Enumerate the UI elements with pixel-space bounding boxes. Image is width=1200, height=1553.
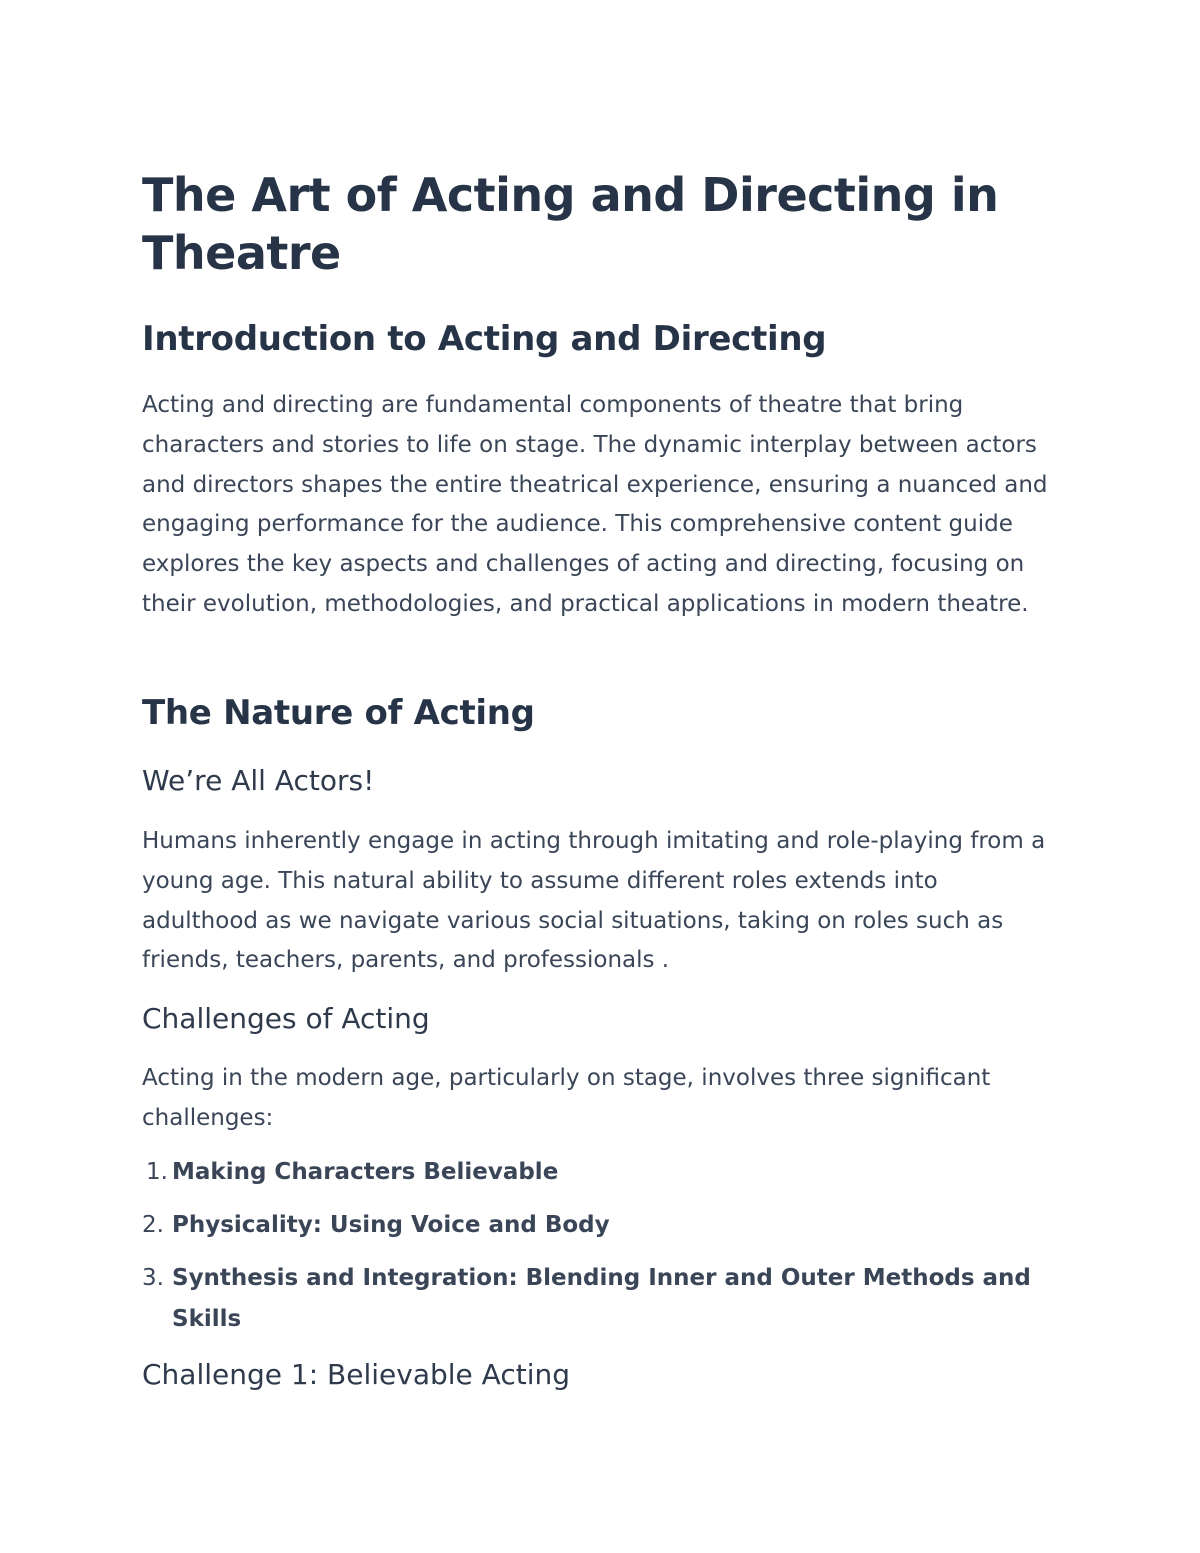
challenges-subheading: Challenges of Acting [142, 1002, 430, 1035]
list-item-number: 2. [142, 1212, 164, 1238]
list-item-text: Making Characters Believable [172, 1159, 559, 1185]
list-item-number: 3. [142, 1265, 164, 1291]
intro-paragraph: Acting and directing are fundamental components of theatre that bring characters and stories to life on stage. The dynamic interplay between actors and directors shapes the entire theatrical experience, ensuring a nuanced and engaging performance for the audience. This comprehensive content guide explores the key aspects and challenges of acting and directing, focusing on their evolution, methodologies, and practical applications in modern theatre. [142, 392, 1048, 617]
list-item-number: 1. [146, 1159, 168, 1185]
list-item-text: Synthesis and Integration: Blending Inner and Outer Methods and Skills [172, 1265, 1031, 1332]
challenges-list [142, 1152, 1057, 1352]
challenge-1-subheading: Challenge 1: Believable Acting [142, 1358, 570, 1391]
document-title: The Art of Acting and Directing in Theatre [142, 168, 999, 280]
nature-of-acting-heading: The Nature of Acting [142, 693, 535, 733]
challenges-paragraph: Acting in the modern age, particularly on stage, involves three significant challenges: [142, 1065, 991, 1131]
actors-paragraph: Humans inherently engage in acting through imitating and role-playing from a young age. This natural ability to assume different roles extends into adulthood as we navigate various social situations, taking on roles such as friends, teachers, parents, and professionals . [142, 828, 1046, 974]
actors-subheading: We’re All Actors! [142, 764, 375, 797]
list-item-text: Physicality: Using Voice and Body [172, 1212, 610, 1238]
intro-heading: Introduction to Acting and Directing [142, 319, 827, 359]
list-item [142, 1205, 1057, 1246]
list-item [142, 1152, 1057, 1193]
list-item [142, 1258, 1057, 1340]
